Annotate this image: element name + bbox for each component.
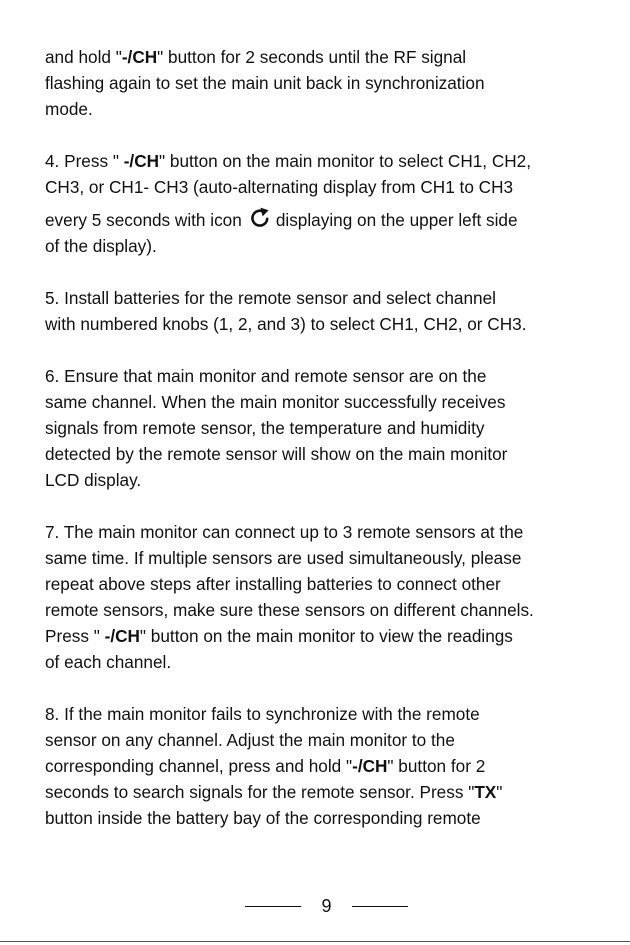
text-line: [45, 753, 605, 779]
paragraph-step-6: [45, 363, 605, 493]
text-line: [45, 148, 605, 174]
text-line: LCD display.: [45, 470, 142, 490]
text-run: Press ": [45, 626, 105, 646]
button-name-tx: TX: [474, 782, 497, 802]
manual-page-body: [45, 44, 605, 857]
text-run: " button on the main monitor to select CH1, CH2,: [159, 151, 532, 171]
text-run: displaying on the upper left side: [275, 210, 518, 230]
footer-rule-left: [245, 906, 301, 907]
text-line: flashing again to set the main unit back in synchronization: [45, 73, 485, 93]
text-line: [45, 779, 605, 805]
text-run: every 5 seconds with icon: [45, 210, 242, 230]
text-line: of the display).: [45, 236, 157, 256]
paragraph-step-7: [45, 519, 605, 675]
footer-rule-right: [352, 906, 408, 907]
text-line: same channel. When the main monitor successfully receives: [45, 392, 506, 412]
text-line: signals from remote sensor, the temperature and humidity: [45, 418, 485, 438]
text-run: ": [496, 782, 503, 802]
paragraph-step-5: [45, 285, 605, 337]
page-footer: [0, 892, 630, 922]
text-line: 5. Install batteries for the remote sensor and select channel: [45, 288, 496, 308]
paragraph-step-8: [45, 701, 605, 831]
refresh-icon: [248, 206, 272, 230]
text-run: " button for 2: [387, 756, 486, 776]
button-name-ch: -/CH: [121, 47, 158, 67]
text-run: " button on the main monitor to view the readings: [139, 626, 513, 646]
text-line: of each channel.: [45, 652, 172, 672]
page-bottom-border: [0, 941, 630, 942]
text-run: seconds to search signals for the remote sensor. Press ": [45, 782, 475, 802]
text-run: corresponding channel, press and hold ": [45, 756, 353, 776]
text-line: CH3, or CH1- CH3 (auto-alternating display from CH1 to CH3: [45, 177, 514, 197]
text-line: [45, 44, 605, 70]
text-line: with numbered knobs (1, 2, and 3) to select CH1, CH2, or CH3.: [45, 314, 527, 334]
text-line: button inside the battery bay of the corresponding remote: [45, 808, 481, 828]
text-line: remote sensors, make sure these sensors on different channels.: [45, 600, 534, 620]
page-number: 9: [321, 896, 332, 916]
text-line: detected by the remote sensor will show on the main monitor: [45, 444, 508, 464]
text-line: sensor on any channel. Adjust the main monitor to the: [45, 730, 455, 750]
text-run: and hold ": [45, 47, 122, 67]
text-run: 4. Press ": [45, 151, 124, 171]
text-line: [45, 200, 605, 233]
text-line: 6. Ensure that main monitor and remote sensor are on the: [45, 366, 487, 386]
text-line: 8. If the main monitor fails to synchronize with the remote: [45, 704, 480, 724]
button-name-ch: -/CH: [352, 756, 388, 776]
text-line: same time. If multiple sensors are used simultaneously, please: [45, 548, 522, 568]
text-line: repeat above steps after installing batteries to connect other: [45, 574, 501, 594]
text-line: [45, 623, 605, 649]
button-name-ch: -/CH: [123, 151, 160, 171]
text-run: " button for 2 seconds until the RF signal: [157, 47, 467, 67]
paragraph-continuation: [45, 44, 605, 122]
button-name-ch: -/CH: [104, 626, 140, 646]
paragraph-step-4: [45, 148, 605, 259]
text-line: 7. The main monitor can connect up to 3 remote sensors at the: [45, 522, 524, 542]
text-line: mode.: [45, 99, 93, 119]
